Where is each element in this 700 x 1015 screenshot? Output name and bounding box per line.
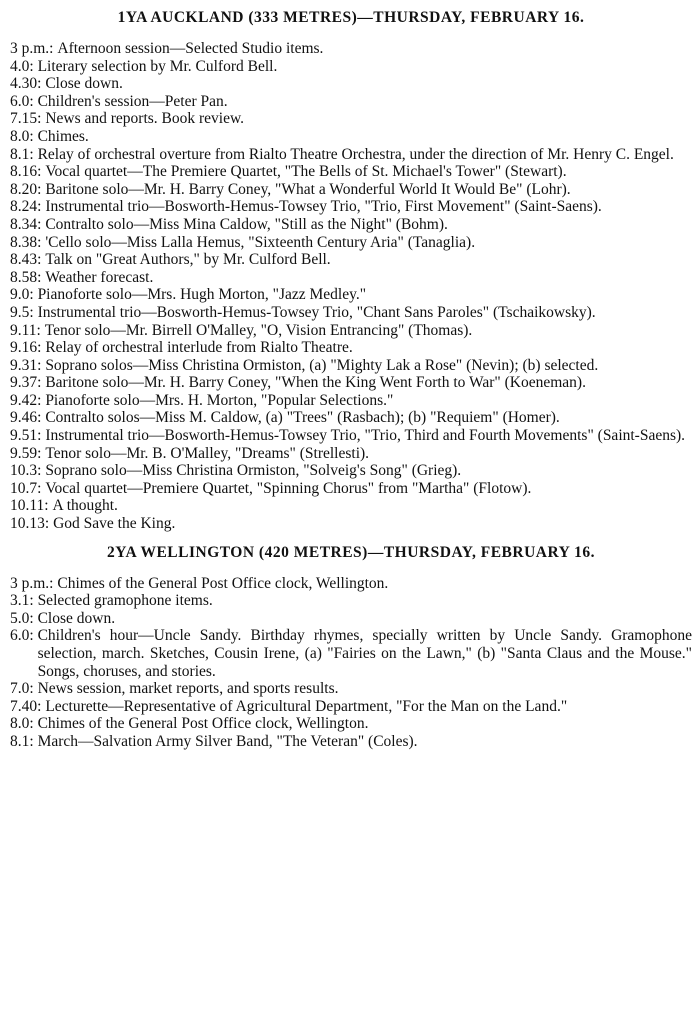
programme-entry xyxy=(10,357,692,375)
entry-text: A thought. xyxy=(52,497,118,515)
programme-entry xyxy=(10,269,692,287)
entry-text: Contralto solo—Miss Mina Caldow, "Still as the Night" (Bohm). xyxy=(45,215,448,233)
station-heading-1ya: 1YA AUCKLAND (333 METRES)—THURSDAY, FEBRUARY 16. xyxy=(117,9,585,26)
programme-entry xyxy=(10,128,692,146)
entry-time: 4.0: xyxy=(10,57,34,75)
programme-entry xyxy=(10,515,692,533)
programme-entry xyxy=(10,497,692,515)
entry-time: 8.24: xyxy=(10,198,42,216)
entry-text: Close down. xyxy=(37,609,116,627)
programme-entry xyxy=(10,146,692,164)
entry-text: Lecturette—Representative of Agricultural Department, "For the Man on the Land." xyxy=(45,697,568,715)
entry-text: Selected gramophone items. xyxy=(37,592,213,610)
entry-text: Afternoon session—Selected Studio items. xyxy=(57,40,324,57)
entry-text: March—Salvation Army Silver Band, "The Veteran" (Coles). xyxy=(37,732,418,750)
programme-entry xyxy=(10,93,692,111)
entry-text: Talk on "Great Authors," by Mr. Culford Bell. xyxy=(45,251,331,269)
entry-time: 8.1: xyxy=(10,145,34,163)
programme-list-2ya xyxy=(10,575,692,751)
entry-text: Close down. xyxy=(45,75,123,93)
entry-time: 9.11: xyxy=(10,321,41,339)
entry-time: 3.1: xyxy=(10,592,34,610)
entry-text: Soprano solo—Miss Christina Ormiston, "Solveig's Song" (Grieg). xyxy=(45,462,462,480)
programme-entry xyxy=(10,216,692,234)
programme-entry xyxy=(10,339,692,357)
programme-entry xyxy=(10,680,692,698)
entry-time: 9.5: xyxy=(10,303,34,321)
entry-time: 8.38: xyxy=(10,233,42,251)
entry-time: 8.20: xyxy=(10,180,42,198)
entry-text: Soprano solos—Miss Christina Ormiston, (a) "Mighty Lak a Rose" (Nevin); (b) selected. xyxy=(45,356,599,374)
entry-time: 8.16: xyxy=(10,163,42,181)
entry-text: Chimes. xyxy=(37,127,89,145)
entry-text: Instrumental trio—Bosworth-Hemus-Towsey Trio, "Trio, Third and Fourth Movements" (Saint-Saens). xyxy=(45,427,686,445)
entry-time: 8.34: xyxy=(10,215,42,233)
programme-entry xyxy=(10,304,692,322)
entry-text: Children's hour—Uncle Sandy. Birthday rhymes, specially written by Uncle Sandy. Gramophone selection, march. Sketches, Cousin Irene, (a) "Fairies on the Lawn," (b) "Santa Claus and the Mouse." Songs, choruses, and stories. xyxy=(37,627,692,680)
entry-time: 8.0: xyxy=(10,715,34,733)
entry-time: 10.13: xyxy=(10,515,50,533)
entry-time: 9.37: xyxy=(10,374,42,392)
entry-time: 10.3: xyxy=(10,462,42,480)
entry-time: 3 p.m.: xyxy=(10,574,54,592)
entry-time: 8.58: xyxy=(10,268,42,286)
entry-text: Vocal quartet—Premiere Quartet, "Spinning Chorus" from "Martha" (Flotow). xyxy=(45,479,532,497)
programme-entry xyxy=(10,40,692,58)
entry-time: 6.0: xyxy=(10,627,34,645)
programme-entry xyxy=(10,480,692,498)
entry-time: 10.7: xyxy=(10,479,42,497)
programme-entry xyxy=(10,427,692,445)
programme-entry xyxy=(10,198,692,216)
programme-entry xyxy=(10,715,692,733)
entry-text: Baritone solo—Mr. H. Barry Coney, "What a Wonderful World It Would Be" (Lohr). xyxy=(45,180,571,198)
entry-text: Tenor solo—Mr. Birrell O'Malley, "O, Vision Entrancing" (Thomas). xyxy=(44,321,473,339)
entry-time: 3 p.m.: xyxy=(10,40,54,57)
entry-text: Relay of orchestral overture from Rialto Theatre Orchestra, under the direction of Mr. Henry C. Engel. xyxy=(37,145,674,163)
programme-entry xyxy=(10,698,692,716)
entry-text: Baritone solo—Mr. H. Barry Coney, "When the King Went Forth to War" (Koeneman). xyxy=(45,374,586,392)
programme-entry xyxy=(10,575,692,593)
entry-time: 7.0: xyxy=(10,680,34,698)
programme-entry xyxy=(10,286,692,304)
programme-entry xyxy=(10,163,692,181)
entry-text: Weather forecast. xyxy=(45,268,154,286)
entry-text: Pianoforte solo—Mrs. H. Morton, "Popular Selections." xyxy=(45,391,394,409)
entry-time: 4.30: xyxy=(10,75,42,93)
programme-entry xyxy=(10,462,692,480)
programme-entry xyxy=(10,374,692,392)
programme-entry xyxy=(10,322,692,340)
entry-time: 6.0: xyxy=(10,92,34,110)
entry-time: 9.59: xyxy=(10,444,42,462)
entry-text: News session, market reports, and sports results. xyxy=(37,680,339,698)
entry-time: 10.11: xyxy=(10,497,49,515)
entry-text: Chimes of the General Post Office clock, Wellington. xyxy=(37,715,369,733)
entry-text: Contralto solos—Miss M. Caldow, (a) "Trees" (Rasbach); (b) "Requiem" (Homer). xyxy=(45,409,560,427)
programme-entry xyxy=(10,234,692,252)
programme-entry xyxy=(10,627,692,680)
programme-entry xyxy=(10,181,692,199)
entry-time: 7.15: xyxy=(10,110,42,128)
entry-text: Tenor solo—Mr. B. O'Malley, "Dreams" (Strellesti). xyxy=(45,444,370,462)
programme-entry xyxy=(10,592,692,610)
entry-text: 'Cello solo—Miss Lalla Hemus, "Sixteenth Century Aria" (Tanaglia). xyxy=(45,233,476,251)
entry-text: News and reports. Book review. xyxy=(45,110,245,128)
entry-time: 7.40: xyxy=(10,697,42,715)
programme-entry xyxy=(10,75,692,93)
entry-time: 9.16: xyxy=(10,339,42,357)
entry-text: Chimes of the General Post Office clock, Wellington. xyxy=(57,574,389,592)
entry-time: 5.0: xyxy=(10,609,34,627)
programme-entry xyxy=(10,110,692,128)
programme-entry xyxy=(10,409,692,427)
entry-time: 9.46: xyxy=(10,409,42,427)
station-heading-2ya: 2YA WELLINGTON (420 METRES)—THURSDAY, FEBRUARY 16. xyxy=(107,543,595,561)
programme-list-1ya xyxy=(10,40,692,533)
entry-text: Pianoforte solo—Mrs. Hugh Morton, "Jazz Medley." xyxy=(37,286,367,304)
entry-text: Vocal quartet—The Premiere Quartet, "The Bells of St. Michael's Tower" (Stewart). xyxy=(45,163,567,181)
entry-time: 9.42: xyxy=(10,391,42,409)
programme-entry xyxy=(10,733,692,751)
entry-time: 8.1: xyxy=(10,732,34,750)
programme-page xyxy=(0,8,700,1015)
programme-entry xyxy=(10,251,692,269)
entry-text: Literary selection by Mr. Culford Bell. xyxy=(37,57,278,75)
entry-time: 8.0: xyxy=(10,127,34,145)
entry-text: Relay of orchestral interlude from Rialto Theatre. xyxy=(45,339,353,357)
programme-entry xyxy=(10,610,692,628)
entry-time: 9.51: xyxy=(10,427,42,445)
entry-time: 9.31: xyxy=(10,356,42,374)
entry-text: Instrumental trio—Bosworth-Hemus-Towsey Trio, "Chant Sans Paroles" (Tschaikowsky). xyxy=(37,303,596,321)
programme-entry xyxy=(10,445,692,463)
programme-entry xyxy=(10,392,692,410)
entry-text: God Save the King. xyxy=(53,515,176,533)
entry-text: Children's session—Peter Pan. xyxy=(37,92,228,110)
entry-time: 8.43: xyxy=(10,251,42,269)
entry-time: 9.0: xyxy=(10,286,34,304)
programme-entry xyxy=(10,58,692,76)
entry-text: Instrumental trio—Bosworth-Hemus-Towsey Trio, "Trio, First Movement" (Saint-Saens). xyxy=(45,198,602,216)
